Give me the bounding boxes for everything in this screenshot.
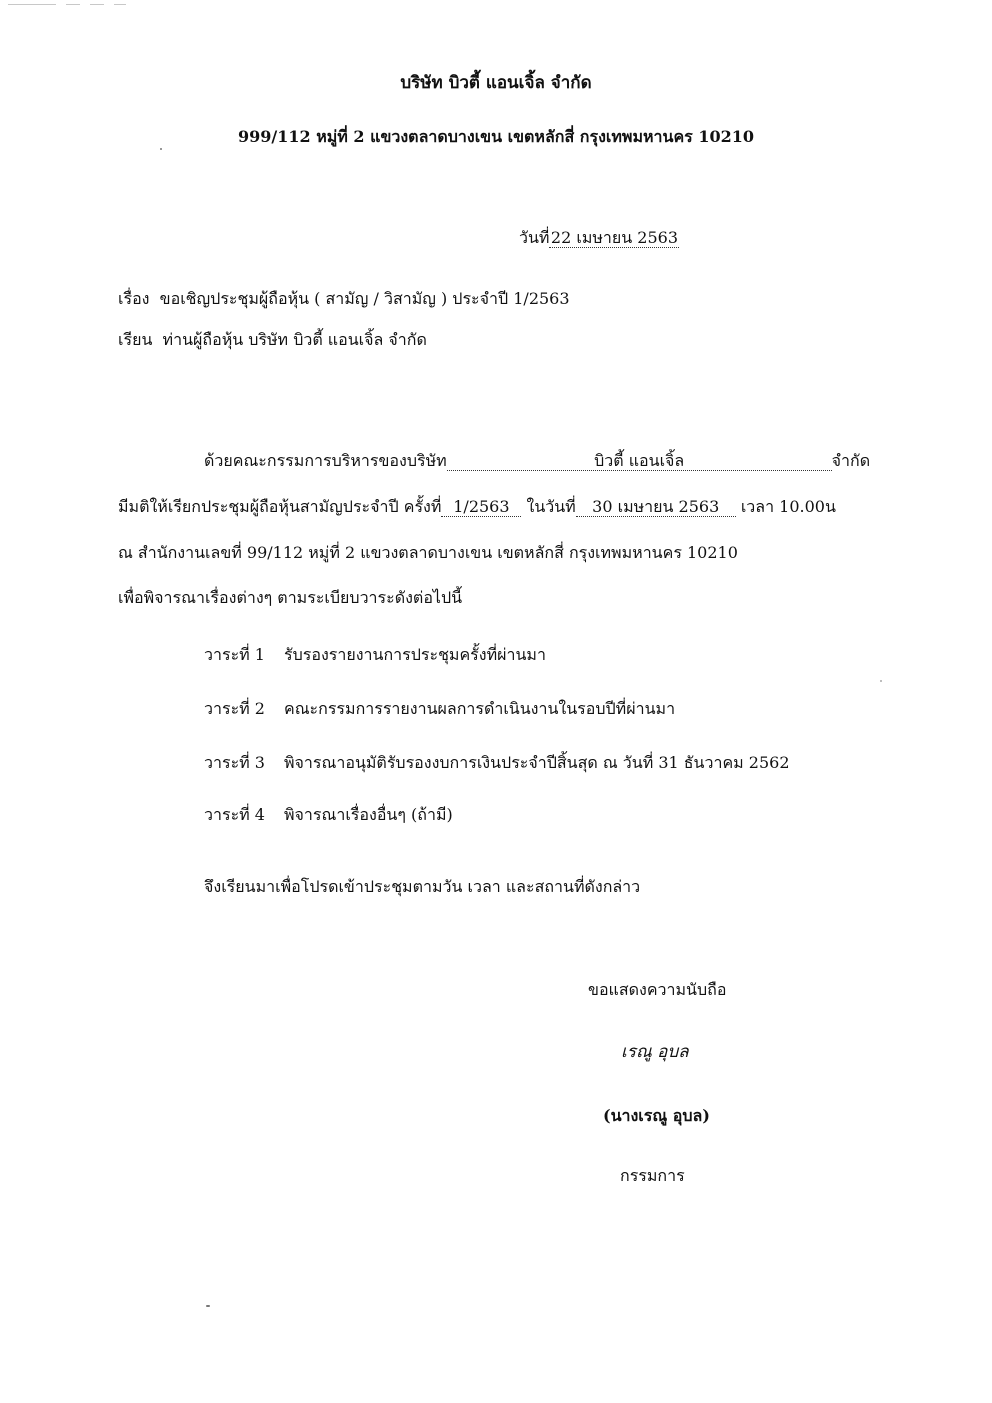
company-address: 999/112 หมู่ที่ 2 แขวงตลาดบางเขน เขตหลักสี่ กรุงเทพมหานคร 10210 — [238, 127, 754, 146]
scan-speck — [206, 1305, 210, 1307]
body-line-1 — [204, 451, 870, 471]
scan-artifact — [8, 4, 158, 6]
subject-line — [118, 289, 570, 308]
agenda-text: รับรองรายงานการประชุมครั้งที่ผ่านมา — [284, 645, 546, 664]
agenda-label: วาระที่ 1 — [204, 645, 265, 664]
body-line-4: เพื่อพิจารณาเรื่องต่างๆ ตามระเบียบวาระดังต่อไปนี้ — [118, 588, 463, 607]
recipient-line — [118, 330, 427, 349]
scan-speck — [880, 680, 882, 682]
meeting-date: 30 เมษายน 2563 — [576, 497, 736, 517]
agenda-item — [204, 753, 790, 772]
subject-text: ขอเชิญประชุมผู้ถือหุ้น ( สามัญ / วิสามัญ ) ประจำปี 1/2563 — [159, 289, 570, 308]
agenda-label: วาระที่ 4 — [204, 805, 265, 824]
signer-name: (นางเรณู อุบล) — [603, 1106, 710, 1125]
agenda-text: พิจารณาเรื่องอื่นๆ (ถ้ามี) — [284, 805, 453, 824]
subject-label: เรื่อง — [118, 289, 150, 308]
company-fill: บิวตี้ แอนเจิ้ล — [447, 451, 832, 471]
recipient-label: เรียน — [118, 330, 153, 349]
signer-title: กรรมการ — [620, 1166, 685, 1185]
body-prefix-1: ด้วยคณะกรรมการบริหารของบริษัท — [204, 451, 447, 470]
body-line-3: ณ สำนักงานเลขที่ 99/112 หมู่ที่ 2 แขวงตลาดบางเขน เขตหลักสี่ กรุงเทพมหานคร 10210 — [118, 543, 738, 562]
body-mid-2: ในวันที่ — [526, 497, 576, 516]
scan-speck — [160, 148, 162, 150]
signature: เรณู อุบล — [621, 1042, 689, 1062]
meeting-time: เวลา 10.00น — [740, 497, 836, 516]
body-suffix-1: จำกัด — [831, 451, 871, 470]
body-prefix-2: มีมติให้เรียกประชุมผู้ถือหุ้นสามัญประจำปี ครั้งที่ — [118, 497, 442, 516]
agenda-label: วาระที่ 3 — [204, 753, 265, 772]
agenda-item — [204, 805, 453, 824]
agenda-item — [204, 699, 675, 718]
date-line — [519, 228, 679, 248]
agenda-item — [204, 645, 546, 664]
closing-line: จึงเรียนมาเพื่อโปรดเข้าประชุมตามวัน เวลา และสถานที่ดังกล่าว — [204, 877, 641, 896]
date-label: วันที่ — [519, 228, 550, 247]
agenda-text: คณะกรรมการรายงานผลการดำเนินงานในรอบปีที่ผ่านมา — [284, 699, 676, 718]
recipient-text: ท่านผู้ถือหุ้น บริษัท บิวตี้ แอนเจิ้ล จำกัด — [162, 330, 427, 349]
meeting-number: 1/2563 — [441, 497, 521, 517]
agenda-text: พิจารณาอนุมัติรับรองงบการเงินประจำปีสิ้นสุด ณ วันที่ 31 ธันวาคม 2562 — [284, 753, 790, 772]
agenda-label: วาระที่ 2 — [204, 699, 265, 718]
regards: ขอแสดงความนับถือ — [588, 980, 727, 999]
body-line-2 — [118, 497, 836, 517]
company-name: บริษัท บิวตี้ แอนเจิ้ล จำกัด — [400, 73, 592, 93]
date-value: 22 เมษายน 2563 — [550, 228, 679, 247]
